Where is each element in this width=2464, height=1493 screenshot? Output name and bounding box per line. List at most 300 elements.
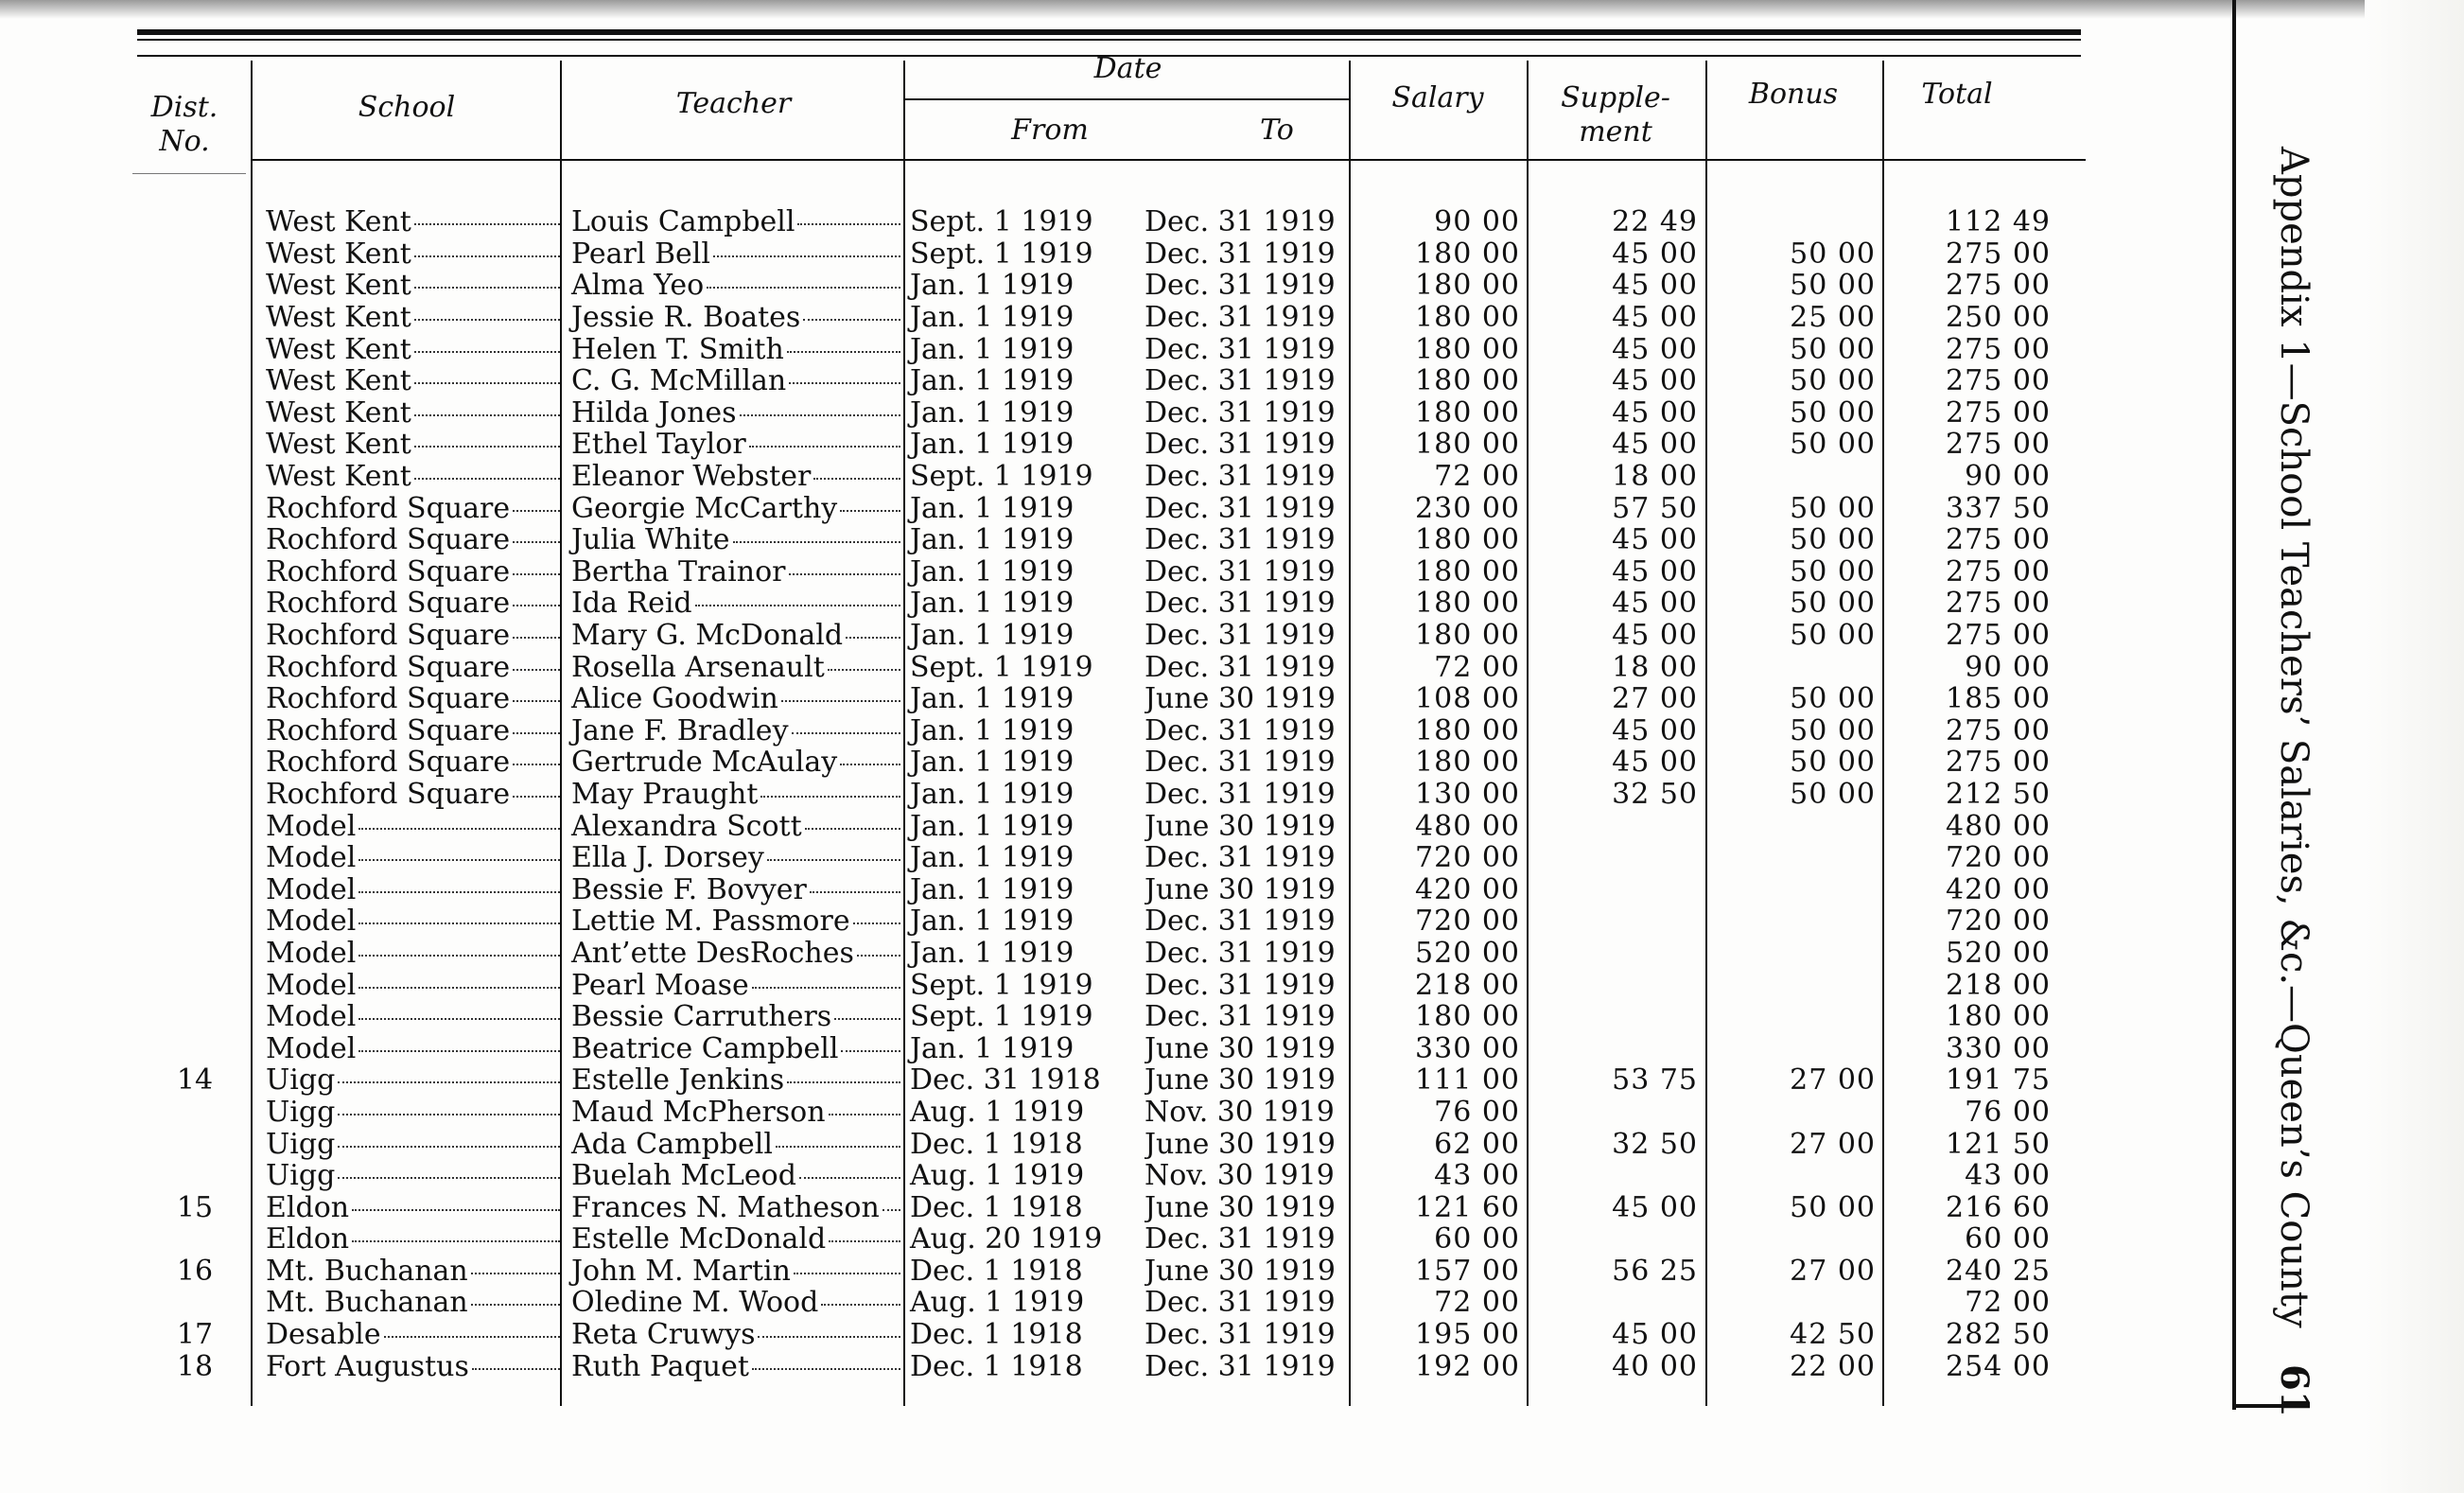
salary-cell: 520 00 [1415,937,1520,970]
dot-leader [338,1114,560,1115]
date-to-cell: Dec. 31 1919 [1145,714,1336,747]
bonus-cell [1698,1160,1876,1192]
teacher-cell [564,810,904,842]
school-cell [258,397,564,430]
table-row [137,938,2051,970]
supplement-cell [1520,1223,1698,1256]
table-row [137,524,2051,556]
table-row [137,588,2051,620]
salary-cell: 330 00 [1415,1032,1520,1065]
date-from-cell: Jan. 1 1919 [910,1032,1075,1065]
date-from-cell: Dec. 31 1918 [910,1064,1101,1097]
date-from-cell: Jan. 1 1919 [910,937,1075,970]
date-to-cell: Dec. 31 1919 [1145,1318,1336,1351]
teacher-cell-text: Hilda Jones [571,396,737,430]
table-row [137,1064,2051,1097]
dot-leader [358,891,560,893]
table-row [137,1097,2051,1129]
dot-leader [787,1081,900,1083]
salary-table-body [137,206,2051,1382]
dist-no-cell [137,651,258,683]
header-top-rule [137,29,2081,35]
table-row [137,810,2051,842]
supplement-cell: 45 00 [1612,396,1698,430]
supplement-cell [1520,1001,1698,1033]
table-row [137,1319,2051,1351]
table-row [137,461,2051,493]
dist-no-cell [137,1032,258,1064]
date-to-cell: Dec. 31 1919 [1145,333,1336,365]
date-to-cell: June 30 1919 [1145,682,1337,715]
teacher-cell-text: Pearl Moase [571,969,749,1001]
school-cell [258,746,564,779]
dot-leader [789,573,901,575]
teacher-cell-text: Estelle Jenkins [571,1064,785,1097]
table-row [137,1191,2051,1223]
total-cell: 240 25 [1946,1255,2051,1288]
bonus-cell [1698,651,1876,683]
total-cell: 250 00 [1946,301,2051,334]
dist-no-cell [137,715,258,747]
teacher-cell [564,1350,904,1382]
teacher-cell [564,270,904,302]
bonus-cell [1698,938,1876,970]
total-cell: 218 00 [1946,969,2051,1001]
dot-leader [794,1273,900,1274]
teacher-cell [564,1128,904,1160]
school-cell [258,683,564,715]
teacher-cell [564,873,904,905]
teacher-cell [564,969,904,1001]
date-from-cell: Jan. 1 1919 [910,270,1075,302]
salary-cell: 121 60 [1415,1191,1520,1223]
school-cell [258,270,564,302]
bonus-cell [1698,1287,1876,1319]
school-cell-text: Rochford Square [266,523,511,556]
dist-no-cell [137,238,258,271]
date-to-cell: Dec. 31 1919 [1145,651,1336,683]
school-cell [258,905,564,938]
total-cell: 216 60 [1946,1191,2051,1223]
header-to: To [1260,114,1294,147]
bonus-cell: 50 00 [1790,714,1876,747]
table-row [137,1160,2051,1192]
school-cell-text: Model [266,969,357,1001]
teacher-cell [564,333,904,365]
bonus-cell [1698,969,1876,1001]
teacher-cell-text: Bessie Carruthers [571,1000,832,1033]
school-cell [258,333,564,365]
dist-no-cell: 16 [176,1255,214,1288]
salary-cell: 180 00 [1415,619,1520,652]
date-from-cell: Jan. 1 1919 [910,492,1075,524]
school-cell-text: Uigg [266,1064,336,1097]
supplement-cell: 18 00 [1612,651,1698,683]
table-row [137,302,2051,334]
date-to-cell: June 30 1919 [1145,1255,1337,1288]
teacher-cell-text: Louis Campbell [571,206,795,238]
teacher-cell-text: Oledine M. Wood [571,1287,819,1319]
school-cell [258,429,564,461]
bonus-cell: 50 00 [1790,746,1876,779]
school-cell [258,492,564,524]
dist-no-cell [137,556,258,588]
dot-leader [797,223,900,225]
supplement-cell [1520,1097,1698,1129]
date-from-cell: Jan. 1 1919 [910,555,1075,588]
bonus-cell: 50 00 [1790,492,1876,524]
dist-no-cell [137,1160,258,1192]
date-to-cell: Dec. 31 1919 [1145,429,1336,461]
salary-cell: 72 00 [1434,460,1520,493]
teacher-cell-text: Frances N. Matheson [571,1191,880,1223]
teacher-cell-text: Beatrice Campbell [571,1032,839,1065]
salary-table [137,206,2051,1382]
total-cell: 191 75 [1946,1064,2051,1097]
dot-leader [358,859,560,861]
teacher-cell-text: Ethel Taylor [571,429,746,461]
scan-edge-shadow [0,0,2464,19]
teacher-cell [564,842,904,874]
dist-no-cell [137,905,258,938]
dot-leader [846,637,900,639]
dist-no-cell: 18 [176,1350,214,1382]
table-row [137,779,2051,811]
total-cell: 275 00 [1946,333,2051,365]
dot-leader [841,1050,900,1052]
dot-leader [776,1146,900,1148]
salary-cell: 76 00 [1434,1096,1520,1129]
teacher-cell-text: Mary G. McDonald [571,619,844,652]
dot-leader [513,541,560,543]
school-cell [258,206,564,238]
school-cell [258,1160,564,1192]
teacher-cell [564,1319,904,1351]
teacher-cell-text: Helen T. Smith [571,333,784,365]
school-cell-text: Rochford Square [266,492,511,524]
dot-leader [414,414,560,416]
dot-leader [740,414,900,416]
date-from-cell: Sept. 1 1919 [910,460,1093,493]
table-row [137,873,2051,905]
dot-leader [787,351,900,353]
bonus-cell: 50 00 [1790,1191,1876,1223]
dist-no-cell [137,873,258,905]
total-cell: 275 00 [1946,237,2051,271]
total-cell: 275 00 [1946,714,2051,747]
dot-leader [471,1304,560,1306]
date-from-cell: Dec. 1 1918 [910,1350,1083,1382]
date-from-cell: Dec. 1 1918 [910,1255,1083,1288]
date-to-cell: Dec. 31 1919 [1145,937,1336,970]
date-to-cell: Dec. 31 1919 [1145,270,1336,302]
dist-no-cell [137,1097,258,1129]
dot-leader [358,922,560,924]
supplement-cell: 45 00 [1612,237,1698,271]
dist-no-cell: 15 [176,1191,214,1223]
header-from: From [1011,114,1089,147]
date-to-cell: Dec. 31 1919 [1145,619,1336,652]
salary-cell: 180 00 [1415,523,1520,556]
teacher-cell [564,1256,904,1288]
bonus-cell: 50 00 [1790,555,1876,588]
school-cell-text: Fort Augustus [266,1350,469,1382]
bonus-cell: 27 00 [1790,1255,1876,1288]
bonus-cell: 50 00 [1790,778,1876,811]
total-cell: 282 50 [1946,1318,2051,1351]
salary-cell: 230 00 [1415,492,1520,524]
dot-leader [799,1177,900,1179]
school-cell [258,302,564,334]
supplement-cell [1520,1160,1698,1192]
teacher-cell [564,715,904,747]
school-cell-text: West Kent [266,333,411,365]
school-cell [258,1001,564,1033]
dot-leader [758,1336,900,1338]
dot-leader [471,1273,560,1274]
dot-leader [338,1081,560,1083]
salary-cell: 192 00 [1415,1350,1520,1382]
teacher-cell [564,683,904,715]
dist-no-cell [137,683,258,715]
date-from-cell: Aug. 1 1919 [910,1287,1085,1319]
bonus-cell [1698,1032,1876,1064]
teacher-cell [564,620,904,652]
dist-no-cell [137,429,258,461]
date-from-cell: Sept. 1 1919 [910,237,1093,271]
date-to-cell: June 30 1919 [1145,873,1337,906]
date-from-cell: Jan. 1 1919 [910,778,1075,811]
date-to-cell: Dec. 31 1919 [1145,1223,1336,1256]
supplement-cell [1520,938,1698,970]
total-cell: 60 00 [1965,1223,2051,1256]
supplement-cell: 32 50 [1612,778,1698,811]
header-total: Total [1921,78,1993,111]
date-from-cell: Jan. 1 1919 [910,333,1075,365]
total-cell: 275 00 [1946,429,2051,461]
supplement-cell [1520,1032,1698,1064]
table-row [137,556,2051,588]
bonus-cell: 42 50 [1790,1318,1876,1351]
dist-no-cell [137,588,258,620]
supplement-cell: 18 00 [1612,460,1698,493]
table-row [137,429,2051,461]
header-date: Date [1093,52,1162,85]
supplement-cell: 32 50 [1612,1128,1698,1160]
date-to-cell: Dec. 31 1919 [1145,364,1336,397]
date-from-cell: Jan. 1 1919 [910,523,1075,556]
bonus-cell: 50 00 [1790,364,1876,397]
dist-no-cell [137,1128,258,1160]
dot-leader [810,891,900,893]
date-from-cell: Jan. 1 1919 [910,682,1075,715]
school-cell-text: Mt. Buchanan [266,1287,468,1319]
school-cell-text: Model [266,873,357,906]
date-to-cell: Dec. 31 1919 [1145,778,1336,811]
supplement-cell: 40 00 [1612,1350,1698,1382]
teacher-cell [564,524,904,556]
supplement-cell: 45 00 [1612,714,1698,747]
teacher-cell [564,1064,904,1097]
salary-cell: 43 00 [1434,1159,1520,1192]
bonus-cell [1698,1097,1876,1129]
teacher-cell [564,1191,904,1223]
date-from-cell: Sept. 1 1919 [910,969,1093,1001]
table-row [137,1001,2051,1033]
date-from-cell: Jan. 1 1919 [910,619,1075,652]
date-from-cell: Aug. 20 1919 [910,1223,1103,1256]
school-cell-text: Model [266,1000,357,1033]
total-cell: 275 00 [1946,364,2051,397]
dist-no-cell [137,1287,258,1319]
salary-cell: 180 00 [1415,555,1520,588]
teacher-cell-text: Reta Cruwys [571,1318,756,1351]
date-from-cell: Sept. 1 1919 [910,651,1093,683]
supplement-cell [1520,842,1698,874]
date-to-cell: Dec. 31 1919 [1145,523,1336,556]
dot-leader [513,796,560,798]
supplement-cell [1520,873,1698,905]
dot-leader [352,1209,560,1211]
supplement-cell: 45 00 [1612,588,1698,620]
date-to-cell: Dec. 31 1919 [1145,969,1336,1001]
date-to-cell: Dec. 31 1919 [1145,588,1336,620]
date-to-cell: Dec. 31 1919 [1145,301,1336,334]
teacher-cell-text: Maud McPherson [571,1096,826,1129]
dot-leader [707,287,900,289]
dot-leader [414,446,560,448]
dist-no-cell [137,842,258,874]
school-cell-text: Uigg [266,1159,336,1192]
school-cell [258,556,564,588]
dot-leader [840,510,900,512]
school-cell [258,969,564,1001]
dist-header-underline [132,173,246,174]
teacher-cell [564,206,904,238]
total-cell: 720 00 [1946,905,2051,938]
dot-leader [829,1114,900,1115]
dot-leader [749,446,900,448]
total-cell: 275 00 [1946,396,2051,430]
date-from-cell: Jan. 1 1919 [910,873,1075,906]
teacher-cell-text: C. G. McMillan [571,364,787,397]
date-from-cell: Jan. 1 1919 [910,905,1075,938]
salary-cell: 180 00 [1415,396,1520,430]
total-cell: 112 49 [1946,206,2051,238]
date-to-cell: Nov. 30 1919 [1145,1096,1335,1129]
bonus-cell: 22 00 [1790,1350,1876,1382]
total-cell: 254 00 [1946,1350,2051,1382]
dot-leader [384,1336,560,1338]
teacher-cell [564,1160,904,1192]
school-cell [258,873,564,905]
date-to-cell: June 30 1919 [1145,1128,1337,1160]
dot-leader [513,700,560,702]
dot-leader [352,1240,560,1242]
school-cell-text: Desable [266,1318,381,1351]
school-cell-text: Eldon [266,1191,350,1223]
dot-leader [695,605,900,606]
school-cell-text: Rochford Square [266,651,511,683]
school-cell-text: Uigg [266,1096,336,1129]
salary-cell: 420 00 [1415,873,1520,906]
school-cell [258,1256,564,1288]
dist-no-cell [137,492,258,524]
school-cell-text: West Kent [266,396,411,430]
dist-no-cell [137,365,258,397]
dot-leader [414,287,560,289]
dist-no-cell [137,333,258,365]
date-to-cell: Dec. 31 1919 [1145,206,1336,238]
dot-leader [882,1209,900,1211]
school-cell-text: West Kent [266,301,411,334]
bonus-cell [1698,810,1876,842]
supplement-cell: 45 00 [1612,1191,1698,1223]
school-cell-text: Mt. Buchanan [266,1255,468,1288]
salary-cell: 720 00 [1415,841,1520,874]
bonus-cell: 50 00 [1790,682,1876,715]
dot-leader [358,1018,560,1020]
total-cell: 76 00 [1965,1096,2051,1129]
dot-leader [358,1050,560,1052]
dot-leader [813,478,900,480]
salary-cell: 180 00 [1415,237,1520,271]
dot-leader [414,255,560,257]
date-from-cell: Sept. 1 1919 [910,1000,1093,1033]
bonus-cell [1698,842,1876,874]
total-cell: 180 00 [1946,1000,2051,1033]
school-cell-text: Model [266,937,357,970]
date-to-cell: Dec. 31 1919 [1145,1350,1336,1382]
dot-leader [358,955,560,957]
supplement-cell: 45 00 [1612,555,1698,588]
teacher-cell [564,238,904,271]
dot-leader [767,859,900,861]
total-cell: 121 50 [1946,1128,2051,1160]
header-bottom-rule [251,159,2086,161]
bonus-cell: 50 00 [1790,523,1876,556]
page-right-rule [2232,0,2236,1410]
date-to-cell: Dec. 31 1919 [1145,841,1336,874]
total-cell: 72 00 [1965,1287,2051,1319]
teacher-cell-text: Bertha Trainor [571,555,786,588]
teacher-cell-text: Lettie M. Passmore [571,905,850,938]
total-cell: 212 50 [1946,778,2051,811]
salary-cell: 180 00 [1415,588,1520,620]
school-cell-text: Rochford Square [266,682,511,715]
salary-cell: 180 00 [1415,301,1520,334]
dot-leader [821,1304,900,1306]
salary-cell: 480 00 [1415,810,1520,842]
dot-leader [828,669,900,671]
salary-cell: 62 00 [1434,1128,1520,1160]
supplement-cell [1520,810,1698,842]
date-from-cell: Jan. 1 1919 [910,396,1075,430]
supplement-cell: 45 00 [1612,301,1698,334]
dist-no-cell [137,461,258,493]
total-cell: 275 00 [1946,523,2051,556]
bonus-cell: 50 00 [1790,270,1876,302]
dist-no-cell [137,206,258,238]
dot-leader [752,987,900,989]
table-row [137,1032,2051,1064]
bonus-cell: 50 00 [1790,429,1876,461]
salary-cell: 180 00 [1415,746,1520,779]
table-row [137,206,2051,238]
header-bonus: Bonus [1748,78,1839,111]
teacher-cell [564,302,904,334]
total-cell: 275 00 [1946,555,2051,588]
